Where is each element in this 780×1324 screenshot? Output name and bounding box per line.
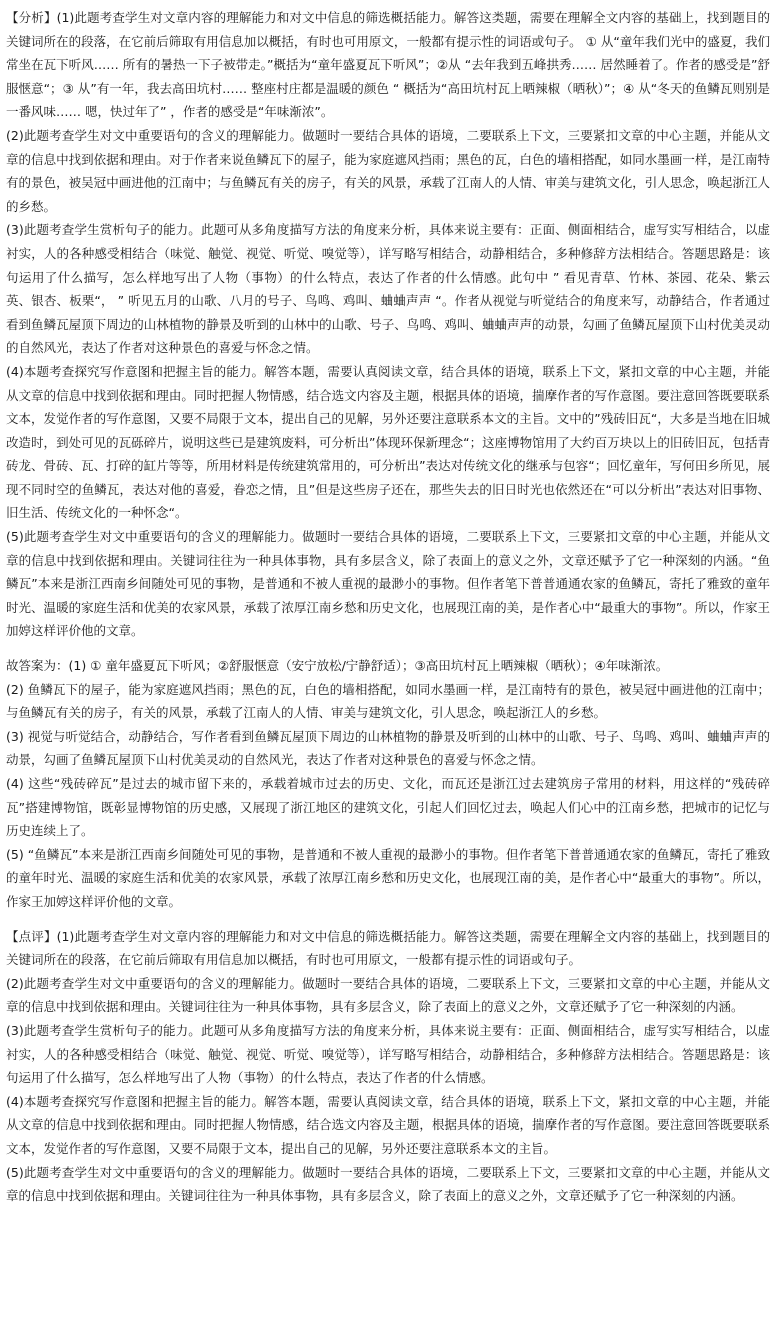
comment-paragraph-4: (4)本题考查探究写作意图和把握主旨的能力。解答本题，需要认真阅读文章，结合具体的语境，联系上下文，紧扣文章的中心主题，并能从文章的信息中找到依据和理由。同时把握人物情感，结合选文内容及主题，根据具体的语境，揣摩作者的写作意图。要注意回答既要联系文本，发觉作者的写作意图，又要不局限于文本，提出自己的见解，另外还要注意联系本文的主旨。 <box>6 1093 770 1156</box>
analysis-paragraph-1: 【分析】(1)此题考查学生对文章内容的理解能力和对文中信息的筛选概括能力。解答这类题，需要在理解全文内容的基础上，找到题目的关键词所在的段落，在它前后筛取有用信息加以概括，有时也可用原文，一般都有提示性的词语或句子。 ① 从“童年我们光中的盛夏，我们常坐在瓦下听风…… 所有的暑热一下子被带走。”概括为“童年盛夏瓦下听风”；②从 “去年我到五峰拱秀…… 居然睡着了。作者的感受是”舒服惬意“；③ 从”有一年，我去高田坑村…… 整座村庄都是温暖的颜色 “ 概括为“高田坑村瓦上晒辣椒（晒秋）”；④ 从“冬天的鱼鳞瓦则别是一番风味…… 嗯，快过年了” ，作者的感受是“年味渐浓”。 <box>6 10 770 120</box>
comment-paragraph-2: (2)此题考查学生对文中重要语句的含义的理解能力。做题时一要结合具体的语境，二要联系上下文，三要紧扣文章的中心主题，并能从文章的信息中找到依据和理由。关键词往往为一种具体事物，具有多层含义，除了表面上的意义之外，文章还赋予了它一种深刻的内涵。 <box>6 975 770 1015</box>
answer-paragraph-3: (3) 视觉与听觉结合，动静结合，写作者看到鱼鳞瓦屋顶下周边的山林植物的静景及听到的山林中的山歌、号子、鸟鸣、鸡叫、蛐蛐声声的动景，勾画了鱼鳞瓦屋顶下山村优美灵动的自然风光，表达了作者对这种景色的喜爱与怀念之情。 <box>6 728 770 768</box>
answer-section <box>6 654 770 914</box>
analysis-paragraph-2: (2)此题考查学生对文中重要语句的含义的理解能力。做题时一要结合具体的语境，二要联系上下文，三要紧扣文章的中心主题，并能从文章的信息中找到依据和理由。对于作者来说鱼鳞瓦下的屋子，能为家庭遮风挡雨；黑色的瓦，白色的墙相搭配，如同水墨画一样，是江南特有的景色，被吴冠中画进他的江南中；与鱼鳞瓦有关的房子，有关的风景，承载了江南人的人情、审美与建筑文化，引人思念，唤起浙江人的乡愁。 <box>6 127 770 214</box>
analysis-paragraph-5: (5)此题考查学生对文中重要语句的含义的理解能力。做题时一要结合具体的语境，二要联系上下文，三要紧扣文章的中心主题，并能从文章的信息中找到依据和理由。关键词往往为一种具体事物，具有多层含义，除了表面上的意义之外，文章还赋予了它一种深刻的内涵。“鱼鳞瓦”本来是浙江西南乡间随处可见的事物，是普通和不被人重视的最渺小的事物。但作者笔下普普通通农家的鱼鳞瓦，寄托了雅致的童年时光、温暖的家庭生活和优美的农家风景，承载了浓厚江南乡愁和历史文化，也展现江南的美，是作者心中“最重大的事物”。所以，作家王加婷这样评价他的文章。 <box>6 529 770 639</box>
analysis-paragraph-4: (4)本题考查探究写作意图和把握主旨的能力。解答本题，需要认真阅读文章，结合具体的语境，联系上下文，紧扣文章的中心主题，并能从文章的信息中找到依据和理由。同时把握人物情感，结合选文内容及主题，根据具体的语境，揣摩作者的写作意图。要注意回答既要联系文本，发觉作者的写作意图，又要不局限于文本，提出自己的见解，另外还要注意联系本文的主旨。文中的”残砖旧瓦“，大多是当地在旧城改造时，到处可见的瓦砾碎片，说明这些已是建筑废料，可分析出”体现环保新理念“；这座博物馆用了大约百万块以上的旧砖旧瓦，包括青砖龙、骨砖、瓦、打碎的缸片等等，所用材料是传统建筑常用的，可分析出”表达对传统文化的继承与包容“；回忆童年，写何田乡所见，展现不同时空的鱼鳞瓦，表达对他的喜爱，眷恋之情，且”但是这些房子还在，那些失去的旧日时光也依然还在“可以分析出”表达对旧事物、旧生活、传统文化的一种怀念“。 <box>6 363 770 521</box>
comment-section <box>6 925 770 1208</box>
answer-paragraph-4: (4) 这些“残砖碎瓦”是过去的城市留下来的，承载着城市过去的历史、文化，而瓦还是浙江过去建筑房子常用的材料，用这样的“残砖碎瓦”搭建博物馆，既彰显博物馆的历史感，又展现了浙江地区的建筑文化，引起人们回忆过去，唤起人们心中的江南乡愁，把城市的记忆与历史连续上了。 <box>6 776 770 839</box>
section-gap <box>6 643 770 654</box>
answer-paragraph-2: (2) 鱼鳞瓦下的屋子，能为家庭遮风挡雨；黑色的瓦，白色的墙相搭配，如同水墨画一样，是江南特有的景色，被吴冠中画进他的江南中；与鱼鳞瓦有关的房子，有关的风景，承载了江南人的人情、审美与建筑文化，引人思念，唤起浙江人的乡愁。 <box>6 681 770 721</box>
analysis-section <box>6 6 770 643</box>
analysis-paragraph-3: (3)此题考查学生赏析句子的能力。此题可从多角度描写方法的角度来分析，具体来说主要有：正面、侧面相结合，虚写实写相结合，以虚衬实，人的各种感受相结合（味觉、触觉、视觉、听觉、嗅觉等），详写略写相结合，动静相结合，多种修辞方法相结合。答题思路是：该句运用了什么描写，怎么样地写出了人物（事物）的什么特点，表达了作者的什么情感。此句中 ” 看见青草、竹林、茶园、花朵、紫云英、银杏、板栗“， ” 听见五月的山歌、八月的号子、鸟鸣、鸡叫、蛐蛐声声 “。作者从视觉与听觉结合的角度来写，动静结合，作者通过看到鱼鳞瓦屋顶下周边的山林植物的静景及听到的山林中的山歌、号子、鸟鸣、鸡叫、蛐蛐声声的动景，勾画了鱼鳞瓦屋顶下山村优美灵动的自然风光，表达了作者对这种景色的喜爱与怀念之情。 <box>6 222 770 356</box>
comment-paragraph-1: 【点评】(1)此题考查学生对文章内容的理解能力和对文中信息的筛选概括能力。解答这类题，需要在理解全文内容的基础上，找到题目的关键词所在的段落，在它前后筛取有用信息加以概括，有时也可用原文，一般都有提示性的词语或句子。 <box>6 928 770 968</box>
answer-paragraph-1: 故答案为：(1) ① 童年盛夏瓦下听风；②舒服惬意（安宁放松/宁静舒适）；③高田坑村瓦上晒辣椒（晒秋）；④年味渐浓。 <box>6 658 669 674</box>
section-gap <box>6 914 770 925</box>
comment-paragraph-5: (5)此题考查学生对文中重要语句的含义的理解能力。做题时一要结合具体的语境，二要联系上下文，三要紧扣文章的中心主题，并能从文章的信息中找到依据和理由。关键词往往为一种具体事物，具有多层含义，除了表面上的意义之外，文章还赋予了它一种深刻的内涵。 <box>6 1164 770 1204</box>
answer-paragraph-5: (5) “鱼鳞瓦”本来是浙江西南乡间随处可见的事物，是普通和不被人重视的最渺小的事物。但作者笔下普普通通农家的鱼鳞瓦，寄托了雅致的童年时光、温暖的家庭生活和优美的农家风景，承载了浓厚江南乡愁和历史文化，也展现江南的美，是作者心中“最重大的事物”。所以，作家王加婷这样评价他的文章。 <box>6 846 770 909</box>
comment-paragraph-3: (3)此题考查学生赏析句子的能力。此题可从多角度描写方法的角度来分析，具体来说主要有：正面、侧面相结合，虚写实写相结合，以虚衬实，人的各种感受相结合（味觉、触觉、视觉、听觉、嗅觉等），详写略写相结合，动静相结合，多种修辞方法相结合。答题思路是：该句运用了什么描写，怎么样地写出了人物（事物）的什么特点，表达了作者的什么情感。 <box>6 1022 770 1086</box>
